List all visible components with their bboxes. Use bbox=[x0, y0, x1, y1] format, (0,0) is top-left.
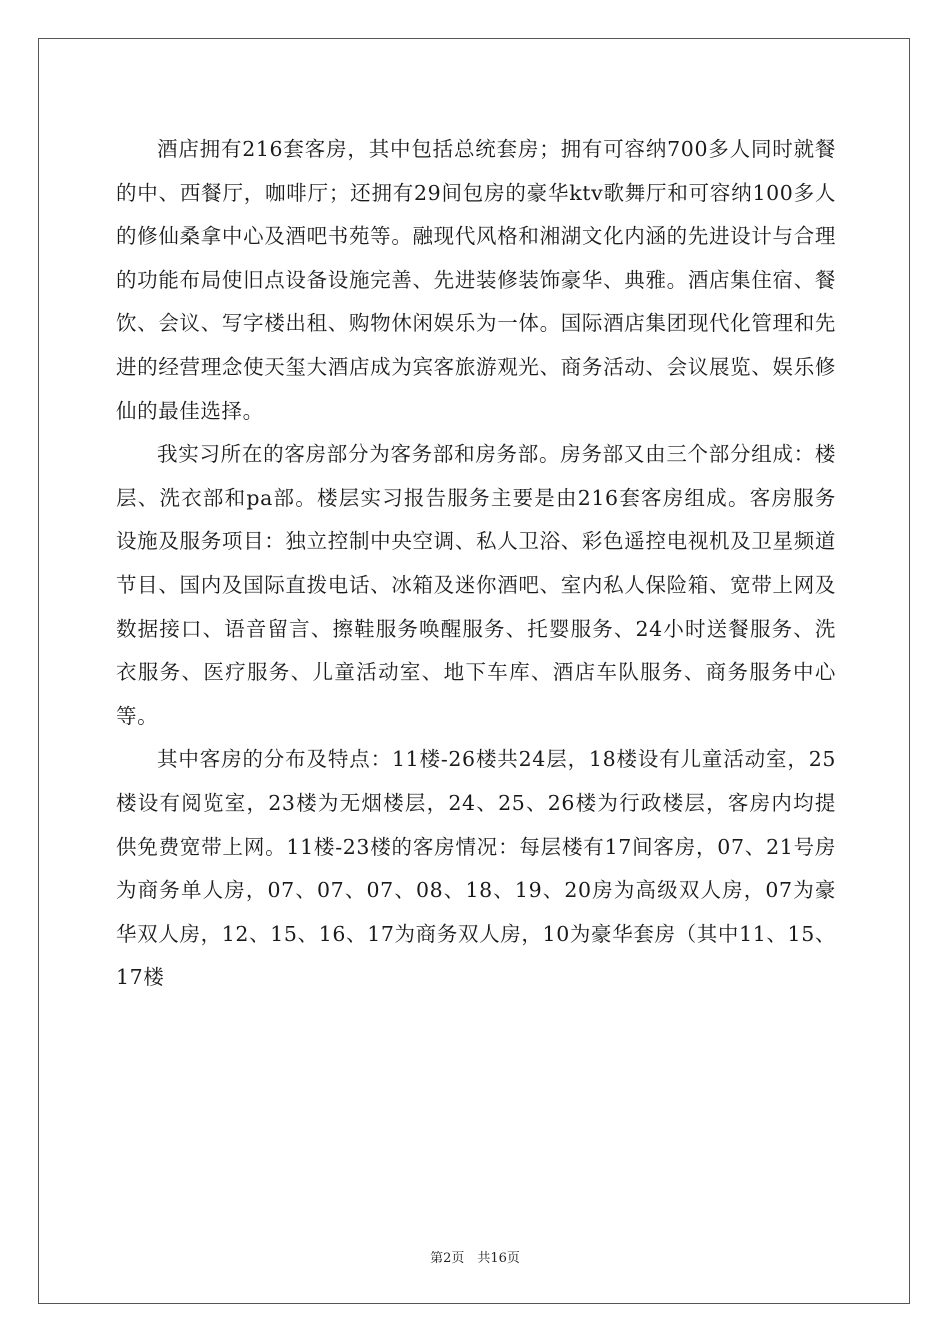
paragraph-hotel-overview: 酒店拥有216套客房，其中包括总统套房；拥有可容纳700多人同时就餐的中、西餐厅，咖啡厅；还拥有29间包房的豪华ktv歌舞厅和可容纳100多人的修仙桑拿中心及酒吧书苑等。融现代风格和湘湖文化内涵的先进设计与合理的功能布局使旧点设备设施完善、先进装修装饰豪华、典雅。酒店集住宿、餐饮、会议、写字楼出租、购物休闲娱乐为一体。国际酒店集团现代化管理和先进的经营理念使天玺大酒店成为宾客旅游观光、商务活动、会议展览、娱乐修仙的最佳选择。 bbox=[116, 137, 836, 423]
document-body bbox=[116, 128, 836, 1000]
page-number-footer: 第2页 共16页 bbox=[430, 1251, 520, 1266]
paragraph-room-distribution: 其中客房的分布及特点：11楼-26楼共24层，18楼设有儿童活动室，25楼设有阅览室，23楼为无烟楼层，24、25、26楼为行政楼层，客房内均提供免费宽带上网。11楼-23楼的客房情况：每层楼有17间客房，07、21号房为商务单人房，07、07、07、08、18、19、20房为高级双人房，07为豪华双人房，12、15、16、17为商务双人房，10为豪华套房（其中11、15、17楼 bbox=[116, 747, 836, 990]
paragraph-housekeeping-department: 我实习所在的客房部分为客务部和房务部。房务部又由三个部分组成：楼层、洗衣部和pa部。楼层实习报告服务主要是由216套客房组成。客房服务设施及服务项目：独立控制中央空调、私人卫浴、彩色遥控电视机及卫星频道节目、国内及国际直拨电话、冰箱及迷你酒吧、室内私人保险箱、宽带上网及数据接口、语音留言、擦鞋服务唤醒服务、托婴服务、24小时送餐服务、洗衣服务、医疗服务、儿童活动室、地下车库、酒店车队服务、商务服务中心等。 bbox=[116, 442, 836, 728]
